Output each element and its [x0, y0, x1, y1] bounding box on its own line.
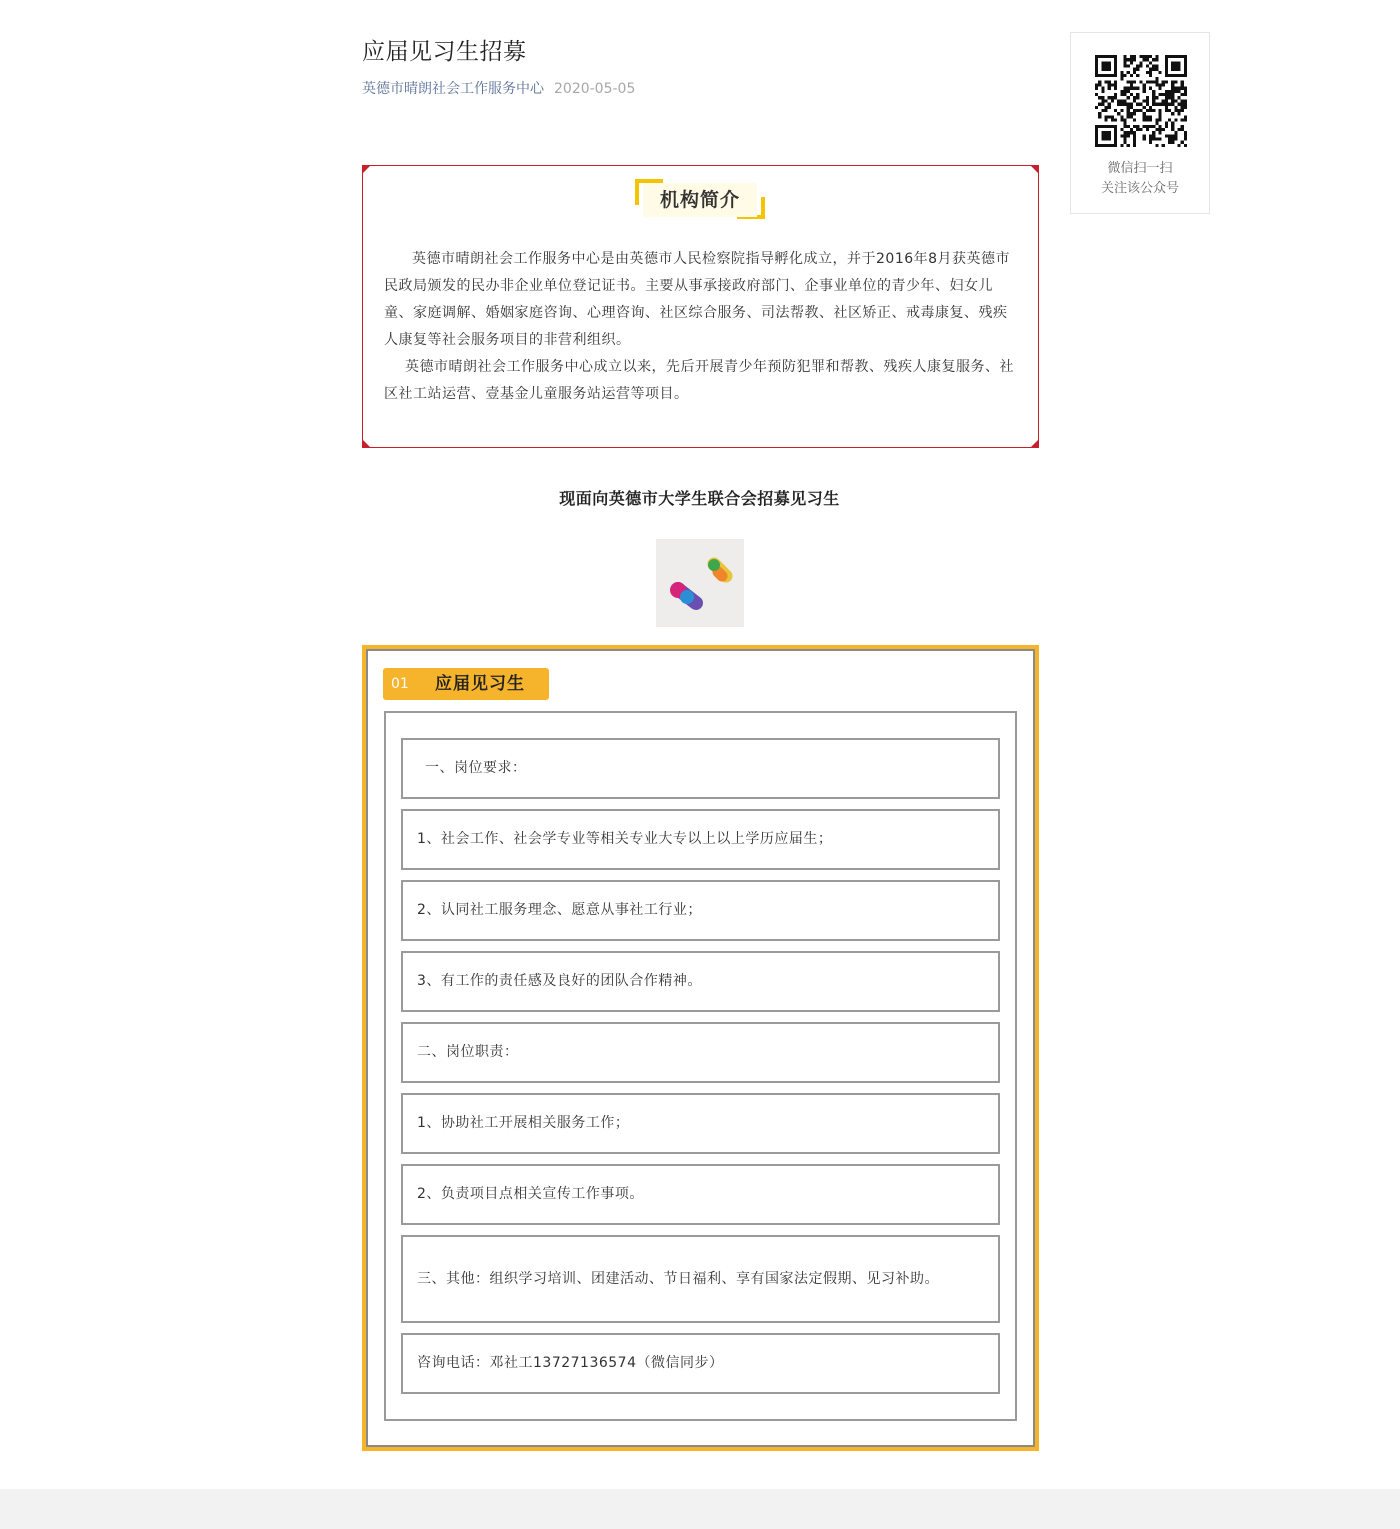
intro-box: [362, 165, 1039, 448]
contact-phone: 咨询电话：邓社工13727136574（微信同步）: [401, 1333, 1000, 1394]
list-item: 2、负责项目点相关宣传工作事项。: [401, 1164, 1000, 1225]
intro-paragraph: 英德市晴朗社会工作服务中心成立以来，先后开展青少年预防犯罪和帮教、残疾人康复服务、社区社工站运营、壹基金儿童服务站运营等项目。: [384, 359, 1014, 402]
author-link[interactable]: 英德市晴朗社会工作服务中心: [362, 81, 544, 97]
qr-caption-line: 关注该公众号: [1100, 181, 1179, 196]
list-item: 三、其他：组织学习培训、团建活动、节日福利、享有国家法定假期、见习补助。: [401, 1235, 1000, 1323]
page-footer: [0, 1489, 1400, 1529]
qr-caption-line: 微信扫一扫: [1107, 161, 1173, 176]
recruit-list: [384, 711, 1017, 1421]
qr-caption: [1071, 159, 1209, 199]
list-item: 3、有工作的责任感及良好的团队合作精神。: [401, 951, 1000, 1012]
intro-paragraph: 英德市晴朗社会工作服务中心是由英德市人民检察院指导孵化成立，并于2016年8月获英德市民政局颁发的民办非企业单位登记证书。主要从事承接政府部门、企事业单位的青少年、妇女儿童、家庭调解、婚姻家庭咨询、心理咨询、社区综合服务、司法帮教、社区矫正、戒毒康复、残疾人康复等社会服务项目的非营利组织。: [384, 251, 1011, 348]
intro-heading: [635, 179, 765, 219]
section-tag: [383, 668, 549, 700]
publish-date: 2020-05-05: [554, 81, 636, 97]
list-item: 二、岗位职责：: [401, 1022, 1000, 1083]
recruit-subtitle: 现面向英德市大学生联合会招募见习生: [559, 489, 840, 508]
section-title: 应届见习生: [435, 674, 525, 694]
corner-decoration: [1030, 165, 1039, 174]
list-item: 1、协助社工开展相关服务工作；: [401, 1093, 1000, 1154]
organization-logo-icon: [656, 539, 744, 627]
qr-code-icon: [1095, 55, 1187, 147]
corner-decoration: [1030, 439, 1039, 448]
list-item: 一、岗位要求：: [401, 738, 1000, 799]
corner-decoration: [362, 165, 371, 174]
recruit-frame: [362, 645, 1039, 1451]
list-item: 2、认同社工服务理念、愿意从事社工行业；: [401, 880, 1000, 941]
qr-panel: [1070, 32, 1210, 214]
section-number: 01: [391, 676, 409, 692]
article-title: 应届见习生招募: [362, 39, 527, 65]
list-item: 1、社会工作、社会学专业等相关专业大专以上以上学历应届生；: [401, 809, 1000, 870]
article-meta: [362, 78, 635, 98]
recruit-frame-inner: [366, 649, 1035, 1447]
intro-text: [384, 246, 1020, 408]
corner-decoration: [362, 439, 371, 448]
intro-heading-label: 机构简介: [643, 183, 757, 217]
